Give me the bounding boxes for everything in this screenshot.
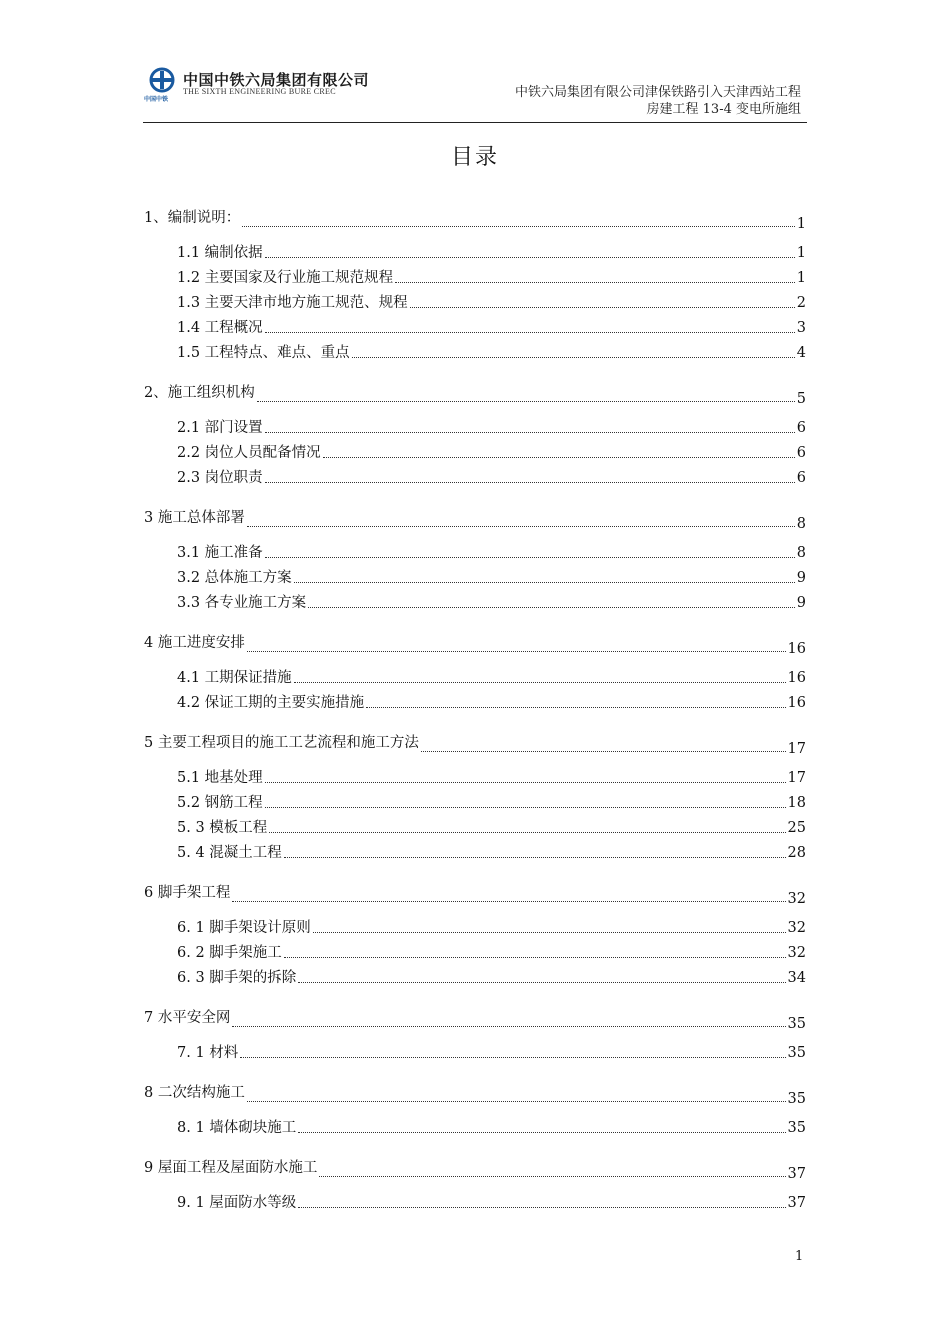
toc-entry-page: 32: [787, 891, 806, 907]
toc-dot-leader: [298, 981, 785, 983]
toc-entry-label: 2.2 岗位人员配备情况: [177, 445, 321, 461]
toc-entry-label: 4 施工进度安排: [144, 635, 245, 651]
toc-entry[interactable]: [144, 205, 806, 232]
toc-entry-label: 6 脚手架工程: [144, 885, 231, 901]
toc-entry[interactable]: [144, 380, 806, 407]
toc-entry-label: 2、施工组织机构: [144, 385, 255, 401]
toc-entry[interactable]: [177, 940, 806, 962]
logo-chinese-name: 中国中铁六局集团有限公司: [183, 71, 370, 89]
toc-entry[interactable]: [177, 290, 806, 312]
toc-dot-leader: [366, 706, 785, 708]
toc-entry-page: 35: [787, 1016, 806, 1032]
toc-entry-page: 1: [796, 245, 806, 261]
toc-entry-label: 3.2 总体施工方案: [177, 570, 292, 586]
header-line-1: 中铁六局集团有限公司津保铁路引入天津西站工程: [514, 85, 801, 100]
toc-entry-label: 2.3 岗位职责: [177, 470, 263, 486]
toc-entry[interactable]: [144, 630, 806, 657]
toc-dot-leader: [265, 781, 786, 783]
toc-dot-leader: [257, 400, 795, 402]
toc-dot-leader: [352, 356, 795, 358]
toc-entry-label: 2.1 部门设置: [177, 420, 263, 436]
toc-dot-leader: [265, 331, 795, 333]
toc-entry-page: 18: [787, 795, 806, 811]
toc-entry[interactable]: [177, 790, 806, 812]
toc-entry-page: 35: [787, 1045, 806, 1061]
toc-entry[interactable]: [177, 690, 806, 712]
toc-entry-page: 35: [787, 1091, 806, 1107]
toc-entry[interactable]: [177, 1190, 806, 1212]
toc-entry[interactable]: [177, 315, 806, 337]
toc-entry-page: 32: [787, 945, 806, 961]
toc-dot-leader: [294, 681, 786, 683]
toc-entry-label: 3.1 施工准备: [177, 545, 263, 561]
toc-entry-label: 6. 3 脚手架的拆除: [177, 970, 297, 986]
toc-entry-page: 5: [796, 391, 806, 407]
logo-english-name: THE SIXTH ENGINEERING BURE CREC: [183, 87, 336, 96]
toc-dot-leader: [265, 556, 795, 558]
toc-dot-leader: [298, 1206, 785, 1208]
toc-dot-leader: [242, 225, 795, 227]
toc-entry-page: 9: [796, 595, 806, 611]
toc-entry-label: 9 屋面工程及屋面防水施工: [144, 1160, 318, 1176]
toc-entry[interactable]: [177, 340, 806, 362]
toc-entry-page: 6: [796, 445, 806, 461]
toc-entry-label: 1.4 工程概况: [177, 320, 263, 336]
toc-entry-page: 16: [787, 695, 806, 711]
toc-dot-leader: [319, 1175, 785, 1177]
toc-entry[interactable]: [144, 1005, 806, 1032]
toc-entry-page: 1: [796, 270, 806, 286]
toc-dot-leader: [232, 900, 785, 902]
toc-entry[interactable]: [144, 1155, 806, 1182]
toc-dot-leader: [294, 581, 795, 583]
toc-entry[interactable]: [144, 730, 806, 757]
toc-entry[interactable]: [177, 815, 806, 837]
toc-entry[interactable]: [177, 540, 806, 562]
toc-entry[interactable]: [177, 440, 806, 462]
toc-entry[interactable]: [144, 505, 806, 532]
toc-entry-page: 25: [787, 820, 806, 836]
toc-entry-label: 6. 1 脚手架设计原则: [177, 920, 311, 936]
toc-entry[interactable]: [177, 565, 806, 587]
toc-entry-page: 17: [787, 741, 806, 757]
header-line-2: 房建工程 13-4 变电所施组: [646, 102, 801, 117]
toc-entry-page: 6: [796, 420, 806, 436]
toc-dot-leader: [284, 956, 786, 958]
toc-dot-leader: [247, 1100, 786, 1102]
toc-entry-page: 28: [787, 845, 806, 861]
toc-entry[interactable]: [177, 465, 806, 487]
toc-dot-leader: [247, 650, 786, 652]
toc-dot-leader: [410, 306, 795, 308]
toc-entry-label: 1.1 编制依据: [177, 245, 263, 261]
toc-entry[interactable]: [177, 665, 806, 687]
toc-entry-label: 3.3 各专业施工方案: [177, 595, 307, 611]
toc-entry[interactable]: [177, 265, 806, 287]
toc-entry-page: 8: [796, 545, 806, 561]
toc-entry-label: 9. 1 屋面防水等级: [177, 1195, 297, 1211]
toc-entry-page: 8: [796, 516, 806, 532]
toc-dot-leader: [284, 856, 786, 858]
toc-entry-label: 8 二次结构施工: [144, 1085, 245, 1101]
toc-entry[interactable]: [177, 765, 806, 787]
toc-entry[interactable]: [177, 915, 806, 937]
toc-dot-leader: [240, 1056, 785, 1058]
toc-entry[interactable]: [177, 965, 806, 987]
toc-entry-label: 8. 1 墙体砌块施工: [177, 1120, 297, 1136]
toc-dot-leader: [395, 281, 795, 283]
toc-dot-leader: [265, 806, 786, 808]
toc-entry[interactable]: [177, 240, 806, 262]
toc-entry-label: 5.1 地基处理: [177, 770, 263, 786]
toc-dot-leader: [265, 431, 795, 433]
toc-dot-leader: [269, 831, 785, 833]
toc-dot-leader: [265, 256, 795, 258]
toc-entry[interactable]: [177, 1115, 806, 1137]
toc-entry-label: 1.5 工程特点、难点、重点: [177, 345, 350, 361]
toc-entry-page: 16: [787, 641, 806, 657]
toc-entry-page: 35: [787, 1120, 806, 1136]
toc-entry-page: 6: [796, 470, 806, 486]
toc-dot-leader: [308, 606, 795, 608]
toc-entry-page: 32: [787, 920, 806, 936]
toc-entry-label: 1.3 主要天津市地方施工规范、规程: [177, 295, 408, 311]
toc-entry-label: 7. 1 材料: [177, 1045, 239, 1061]
toc-dot-leader: [247, 525, 795, 527]
logo-mini-text: 中国中铁: [144, 96, 169, 103]
toc-dot-leader: [313, 931, 786, 933]
toc-entry-page: 16: [787, 670, 806, 686]
toc-entry[interactable]: [144, 1080, 806, 1107]
toc-entry-label: 5. 4 混凝土工程: [177, 845, 282, 861]
page-number: 1: [795, 1249, 804, 1264]
toc-dot-leader: [421, 750, 786, 752]
toc-entry-label: 7 水平安全网: [144, 1010, 231, 1026]
toc-entry-label: 6. 2 脚手架施工: [177, 945, 282, 961]
toc-entry-page: 1: [796, 216, 806, 232]
toc-entry-label: 1、编制说明：: [144, 210, 241, 226]
toc-entry[interactable]: [177, 1040, 806, 1062]
toc-title: 目录: [450, 145, 499, 170]
toc-dot-leader: [298, 1131, 785, 1133]
toc-entry-page: 4: [796, 345, 806, 361]
toc-entry-page: 37: [787, 1166, 806, 1182]
toc-entry[interactable]: [177, 840, 806, 862]
toc-entry-page: 17: [787, 770, 806, 786]
toc-entry-label: 3 施工总体部署: [144, 510, 245, 526]
toc-entry[interactable]: [177, 415, 806, 437]
toc-entry[interactable]: [177, 590, 806, 612]
toc-entry-page: 9: [796, 570, 806, 586]
toc-entry-page: 37: [787, 1195, 806, 1211]
toc-entry-label: 4.1 工期保证措施: [177, 670, 292, 686]
toc-dot-leader: [232, 1025, 785, 1027]
toc-entry-label: 5. 3 模板工程: [177, 820, 268, 836]
toc-entry-page: 2: [796, 295, 806, 311]
toc-entry-label: 4.2 保证工期的主要实施措施: [177, 695, 365, 711]
toc-dot-leader: [265, 481, 795, 483]
toc-entry-label: 1.2 主要国家及行业施工规范规程: [177, 270, 394, 286]
toc-dot-leader: [323, 456, 795, 458]
toc-entry-label: 5.2 钢筋工程: [177, 795, 263, 811]
toc-entry[interactable]: [144, 880, 806, 907]
toc-entry-page: 34: [787, 970, 806, 986]
toc-entry-page: 3: [796, 320, 806, 336]
toc-entry-label: 5 主要工程项目的施工工艺流程和施工方法: [144, 735, 419, 751]
